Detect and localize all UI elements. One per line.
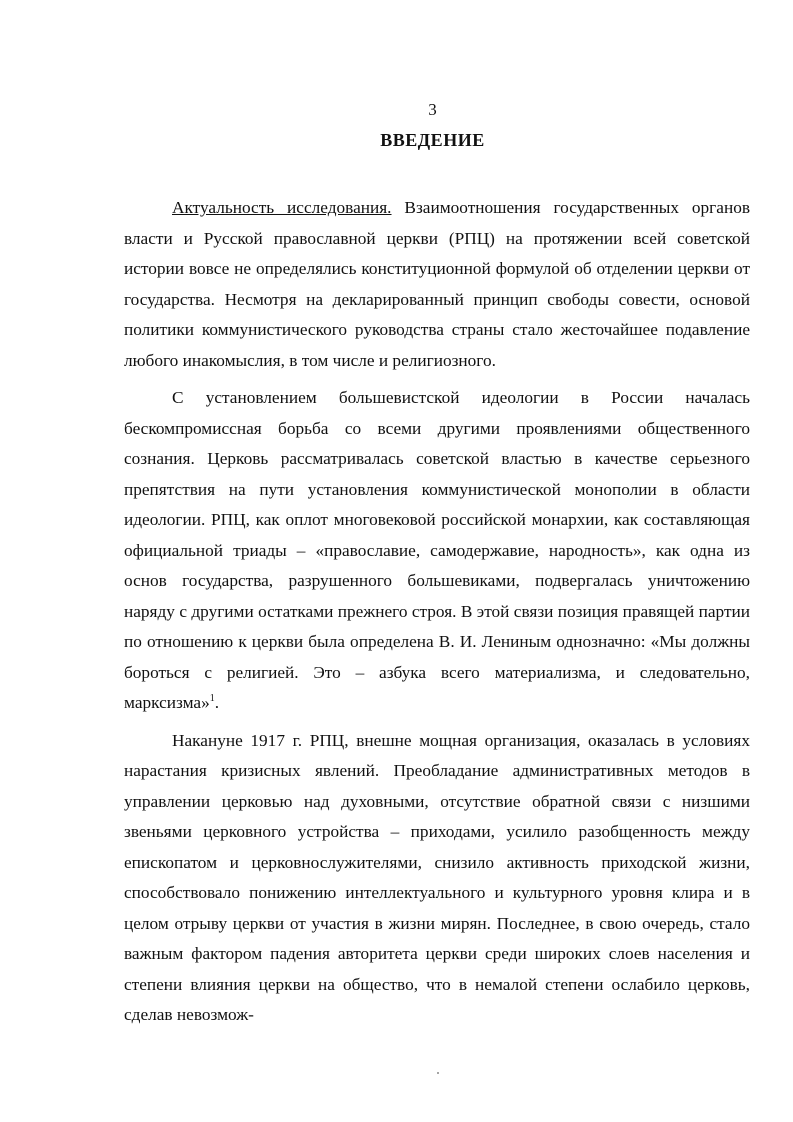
paragraph-1-lead: Актуальность исследования.: [172, 198, 392, 217]
body-text: [124, 193, 750, 1038]
page-number: 3: [428, 100, 437, 119]
footnote-marker: 1: [209, 693, 215, 705]
paragraph-1-text: Взаимоотношения государственных органов власти и Русской православной церкви (РПЦ) на протяжении всей советской истории вовсе не определялись конституционной формулой об отделении церкви от государства. Несмотря на декларированный принцип свободы совести, основой политики коммунистического руководства страны стало жесточайшее подавление любого инакомыслия, в том числе и религиозного.: [124, 198, 750, 370]
paragraph-3: [124, 726, 750, 1031]
paragraph-2-text: С установлением большевистской идеологии в России началась бескомпромиссная борьба со всеми другими проявлениями общественного сознания. Церковь рассматривалась советской властью в качестве серьезного препятствия на пути установления коммунистической монополии в области идеологии. РПЦ, как оплот многовековой российской монархии, как составляющая официальной триады – «православие, самодержавие, народность», как одна из основ государства, разрушенного большевиками, подвергалась уничтожению наряду с другими остатками прежнего строя. В этой связи позиция правящей партии по отношению к церкви была определена В. И. Лениным однозначно: «Мы должны бороться с религией. Это – азбука всего материализма, и следовательно, марксизма»: [124, 388, 750, 712]
paragraph-3-text: Накануне 1917 г. РПЦ, внешне мощная организация, оказалась в условиях нарастания кризисных явлений. Преобладание административных методов в управлении церковью над духовными, отсутствие обратной связи с низшими звеньями церковного устройства – приходами, усилило разобщенность между епископатом и церковнослужителями, снизило активность приходской жизни, способствовало понижению интеллектуального и культурного уровня клира и в целом отрыву церкви от участия в жизни мирян. Последнее, в свою очередь, стало важным фактором падения авторитета церкви среди широких слоев населения и степени влияния церкви на общество, что в немалой степени ослабило церковь, сделав невозмож-: [124, 730, 750, 1024]
page-heading: ВВЕДЕНИЕ: [380, 130, 485, 150]
paragraph-2-tail: .: [214, 693, 220, 712]
paragraph-2: [124, 383, 750, 719]
paragraph-1: [124, 193, 750, 376]
scan-speck: [437, 1072, 439, 1074]
